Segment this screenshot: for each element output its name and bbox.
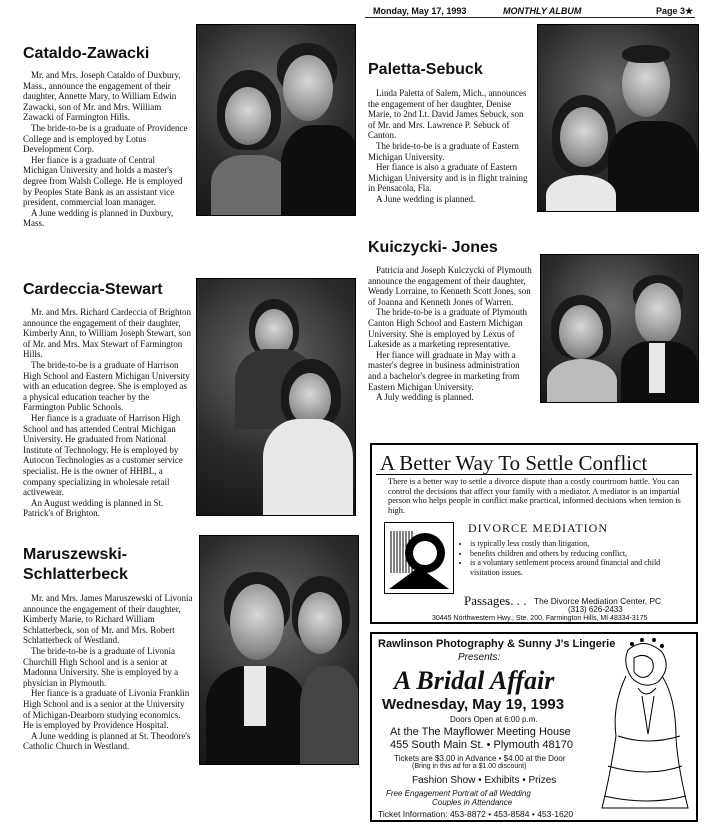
ad-ticket-prices: Tickets are $3.00 in Advance • $4.00 at the Door	[394, 754, 566, 763]
ad-title: A Bridal Affair	[394, 666, 555, 695]
couple-photo	[196, 24, 356, 216]
ad-sponsors: Rawlinson Photography & Sunny J's Lingerie	[378, 638, 616, 650]
announcement-body: Mr. and Mrs. James Maruszewski of Livonia announce the engagement of their daughter, Kimberly Marie, to Richard William Schlatterbeck, son of Mr. and Mrs. Robert Schlatterbeck of Westland. The bride-to-be is a graduate of Livonia Churchill High School and is a senior at Madonna University. She is employed by a physician in Plymouth. Her fiance is a graduate of Livonia Franklin High School and is a senior at the University of Michigan-Dearborn studying economics. He is employed by Providence Hospital. A June wedding is planned at St. Theodore's Catholic Church in Westland.	[23, 593, 193, 752]
ad-doors-time: Doors Open at 6:00 p.m.	[450, 715, 538, 724]
announcement-body: Patricia and Joseph Kulczycki of Plymouth announce the engagement of their daughter, Wendy Lorraine, to Kenneth Scott Jones, son of Joanna and Kenneth Jones of Warren. The bride-to-be is a graduate of Plymouth Canton High School and Eastern Michigan University. She is employed by Lexus of Lakeside as a marketing representative. Her fiance will graduate in May with a master's degree in business administration and a bachelor's degree in marketing from Eastern Michigan University. A July wedding is planned.	[368, 265, 532, 403]
announcement-title: Cardeccia-Stewart	[23, 281, 163, 298]
ad-features: Fashion Show • Exhibits • Prizes	[412, 775, 557, 786]
announcement-body: Mr. and Mrs. Joseph Cataldo of Duxbury, Mass., announce the engagement of their daughter, Annette Mary, to William Edwin Zawacki, son of Mr. and Mrs. William Zawacki of Farmington Hills. The bride-to-be is a graduate of Providence College and is employed by Lotus Development Corp. Her fiance is a graduate of Central Michigan University and holds a master's degree from Walsh College. He is employed by Peoples State Bank as an assistant vice president, commercial loan manager. A June wedding is planned in Duxbury, Mass.	[23, 70, 188, 229]
section-name: MONTHLY ALBUM	[503, 6, 582, 16]
announcement-title: Cataldo-Zawacki	[23, 45, 150, 62]
ad-street: 455 South Main St. • Plymouth 48170	[390, 739, 574, 751]
announcement-title: Schlatterbeck	[23, 566, 128, 583]
announcement-title: Kuiczycki- Jones	[368, 239, 498, 256]
passages-logo	[384, 522, 454, 594]
announcement-title: Paletta-Sebuck	[368, 61, 483, 78]
couple-photo	[199, 535, 359, 765]
ad-phone: (313) 626-2433	[568, 605, 623, 614]
ad-benefits-list: • is typically less costly than litigation, • benefits children and others by reducing conflict, • is a voluntary settlement process around financial and child visitation issues.	[460, 539, 690, 577]
page-number: Page 3★	[656, 6, 694, 16]
announcement-body: Mr. and Mrs. Richard Cardeccia of Brighton announce the engagement of their daughter, Kimberly Ann, to William Joseph Stewart, son of Mr. and Mrs. Max Stewart of Farmington Hills. The bride-to-be is a graduate of Harrison High School and Eastern Michigan University with an education degree. She is employed as a physical education teacher by the Farmington Public Schools. Her fiance is a graduate of Harrison High School and has attended Central Michigan University. He graduated from National Institute of Technology. He is employed by Autocon Technologies as a customer service specialist. He is the owner of HHBL, a company specializing in wholesale retail activewear. An August wedding is planned in St. Patrick's of Brighton.	[23, 307, 191, 519]
bride-illustration-icon	[598, 636, 694, 812]
ad-address: 30445 Northwestern Hwy., Ste. 200, Farmington Hills, MI 48334-3175	[432, 615, 648, 622]
ad-venue: At the The Mayflower Meeting House	[390, 726, 571, 738]
ad-title: A Better Way To Settle Conflict	[380, 451, 648, 475]
ad-event-date: Wednesday, May 19, 1993	[382, 696, 565, 713]
ad-portrait-offer: Couples in Attendance	[432, 798, 513, 807]
ad-brand: Passages. . .	[464, 593, 527, 608]
ad-portrait-offer: Free Engagement Portrait of all Wedding	[386, 789, 531, 798]
announcement-body: Linda Paletta of Salem, Mich., announces the engagement of her daughter, Denise Marie, to 2nd Lt. David James Sebuck, son of Mr. and Mrs. Lawrence P. Sebuck of Canton. The bride-to-be is a graduate of Eastern Michigan University. Her fiance is also a graduate of Eastern Michigan University and is in flight training in Pensacola, Fla. A June wedding is planned.	[368, 88, 528, 204]
ad-intro: There is a better way to settle a divorce dispute than a costly courtroom battle. You can control the decisions that affect your family with a mediator. A mediator is an impartial person who helps people in conflict make practical, informed decisions when tension is high.	[388, 477, 681, 515]
ad-presents: Presents:	[458, 652, 501, 663]
header-rule	[365, 17, 695, 18]
mediation-ad	[370, 443, 698, 624]
announcement-title: Maruszewski-	[23, 546, 128, 563]
bridal-ad	[370, 632, 698, 822]
couple-photo	[196, 278, 356, 516]
ad-discount: (Bring in this ad for a $1.00 discount)	[412, 763, 527, 770]
couple-photo	[537, 24, 699, 212]
ad-center-name: The Divorce Mediation Center, PC	[534, 596, 662, 606]
ad-ticket-info: Ticket Information: 453-8872 • 453-8584 • 453-1620	[378, 809, 574, 819]
issue-date: Monday, May 17, 1993	[373, 6, 467, 16]
ad-heading: DIVORCE MEDIATION	[468, 521, 608, 535]
couple-photo	[540, 254, 699, 403]
